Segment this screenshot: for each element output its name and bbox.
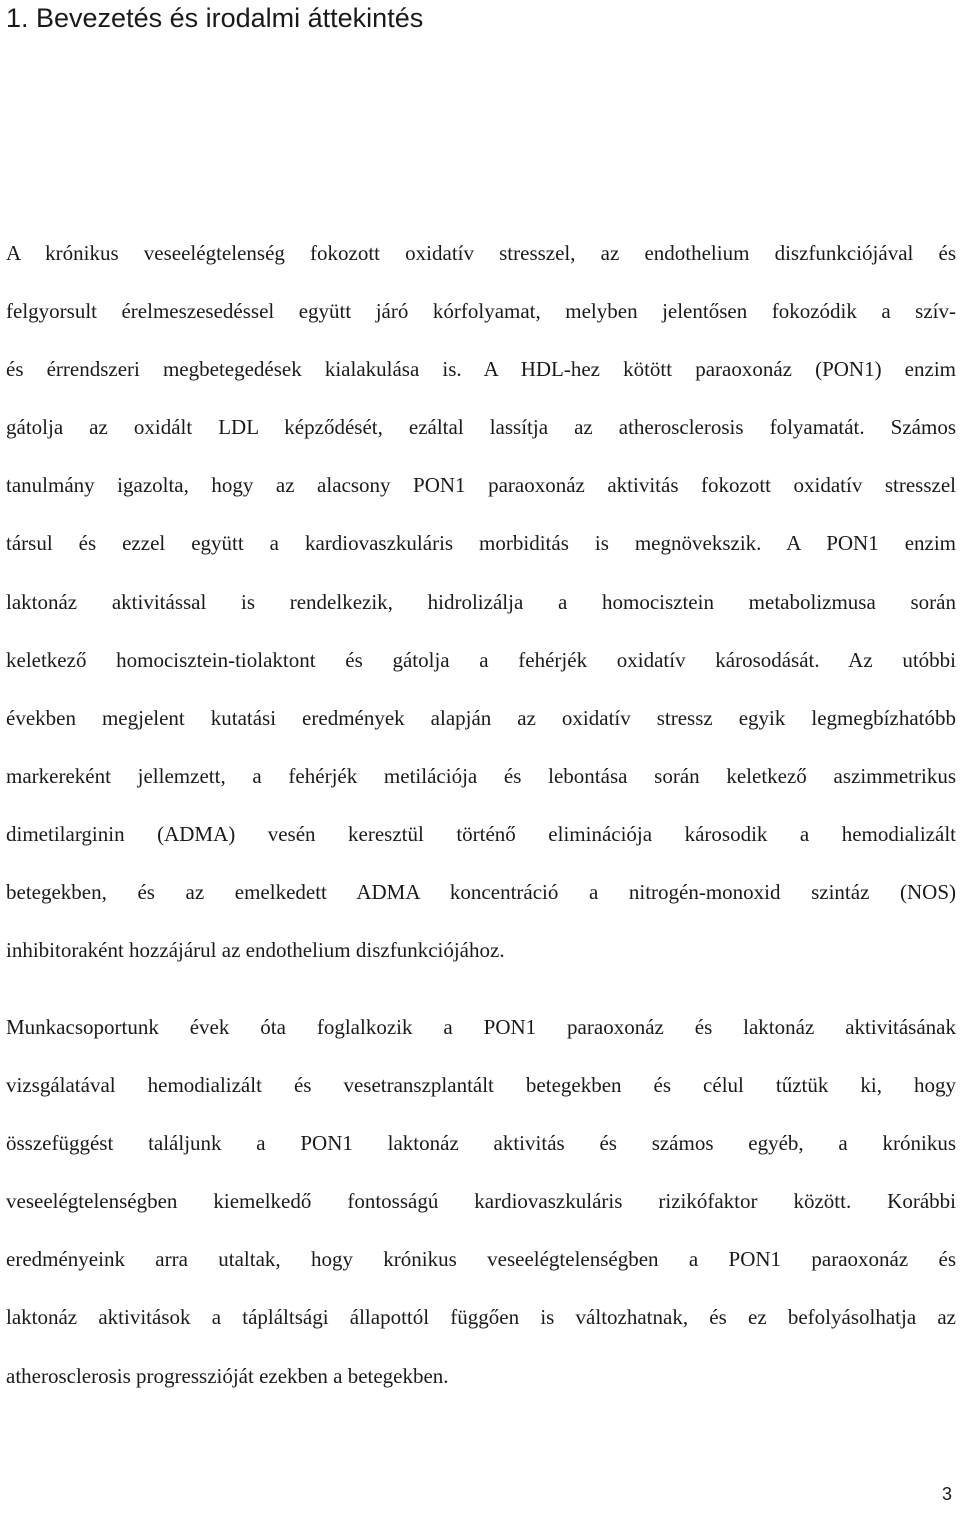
text-line: években megjelent kutatási eredmények alapján az oxidatív stressz egyik legmegbízhatóbb: [6, 705, 956, 730]
text-line: társul és ezzel együtt a kardiovaszkuláris morbiditás is megnövekszik. A PON1 enzim: [6, 531, 956, 556]
text-line: betegekben, és az emelkedett ADMA koncentráció a nitrogén-monoxid szintáz (NOS): [6, 880, 956, 905]
text-line: A krónikus veseelégtelenség fokozott oxidatív stresszel, az endothelium diszfunkciójával és: [6, 241, 956, 265]
section-heading: 1. Bevezetés és irodalmi áttekintés: [6, 3, 424, 33]
text-line: eredményeink arra utaltak, hogy krónikus veseelégtelenségben a PON1 paraoxonáz és: [6, 1247, 956, 1272]
text-line: veseelégtelenségben kiemelkedő fontosságú kardiovaszkuláris rizikófaktor között. Korábbi: [6, 1189, 956, 1214]
text-line: Munkacsoportunk évek óta foglalkozik a PON1 paraoxonáz és laktonáz aktivitásának: [6, 1015, 956, 1039]
paragraph-intro: [6, 224, 956, 979]
text-line: atherosclerosis progresszióját ezekben a betegekben.: [6, 1363, 449, 1388]
text-line: és érrendszeri megbetegedések kialakulása is. A HDL-hez kötött paraoxonáz (PON1) enzim: [6, 357, 956, 382]
text-line: gátolja az oxidált LDL képződését, ezáltal lassítja az atherosclerosis folyamatát. Számos: [6, 415, 956, 440]
text-line: markereként jellemzett, a fehérjék metilációja és lebontása során keletkező aszimmetrikus: [6, 763, 956, 788]
text-line: keletkező homocisztein-tiolaktont és gátolja a fehérjék oxidatív károsodását. Az utóbbi: [6, 647, 956, 672]
text-line: összefüggést találjunk a PON1 laktonáz aktivitás és számos egyéb, a krónikus: [6, 1131, 956, 1156]
page-number: 3: [941, 1484, 952, 1504]
text-line: felgyorsult érelmeszesedéssel együtt járó kórfolyamat, melyben jelentősen fokozódik a szív-: [6, 299, 956, 324]
text-line: inhibitoraként hozzájárul az endothelium diszfunkciójához.: [6, 938, 505, 963]
paragraph-research-group: [6, 998, 956, 1405]
text-line: vizsgálatával hemodializált és vesetranszplantált betegekben és célul tűztük ki, hogy: [6, 1073, 956, 1098]
text-line: laktonáz aktivitások a tápláltsági állapottól függően is változhatnak, és ez befolyásolhatja az: [6, 1305, 956, 1330]
text-line: laktonáz aktivitással is rendelkezik, hidrolizálja a homocisztein metabolizmusa során: [6, 589, 956, 614]
text-line: tanulmány igazolta, hogy az alacsony PON1 paraoxonáz aktivitás fokozott oxidatív stresszel: [6, 473, 956, 498]
text-line: dimetilarginin (ADMA) vesén keresztül történő eliminációja károsodik a hemodializált: [6, 821, 956, 846]
